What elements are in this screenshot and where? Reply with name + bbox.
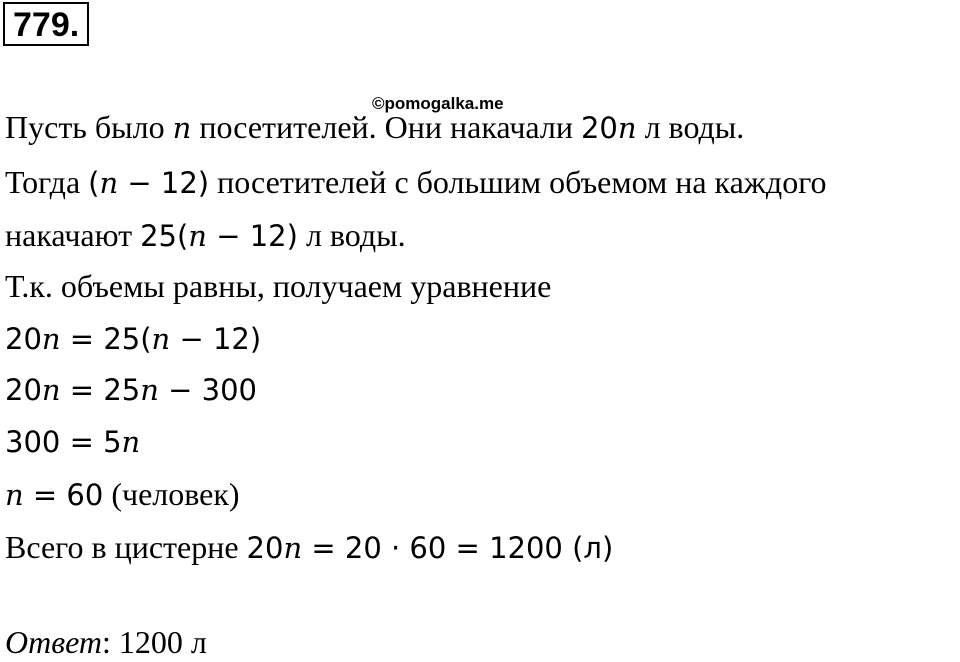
total-line [5, 527, 613, 568]
text-line-3 [5, 215, 406, 256]
equation-line-2 [5, 369, 257, 410]
eq-2-var-n: n [41, 373, 61, 407]
line-1-text-c: посетителей. Они накачали [191, 109, 581, 145]
eq-2-part-a: 20 [5, 373, 42, 407]
eq-4-part-b: = 60 [23, 478, 104, 512]
eq-1-var-n2: n [151, 322, 171, 356]
equation-line-4 [5, 474, 240, 515]
problem-number: 779. [3, 2, 89, 46]
equation-line-3 [5, 421, 140, 462]
text-line-1 [5, 107, 744, 148]
line-2-expr: − 12) [118, 166, 210, 200]
line-1-var-n2: n [617, 111, 637, 145]
line-2-text-e: посетителей с большим объемом на каждого [209, 164, 827, 200]
answer-separator: : [102, 624, 119, 660]
eq-1-part-a: 20 [5, 322, 42, 356]
eq-2-part-c: = 25 [60, 373, 141, 407]
eq-3-part-a: 300 = 5 [5, 425, 122, 459]
eq-1-part-c: = 25( [60, 322, 152, 356]
line-1-var-n: n [172, 111, 192, 145]
text-line-2 [5, 162, 827, 203]
line-3-expr-b: − 12) [206, 219, 298, 253]
total-unit: (л) [562, 531, 614, 565]
line-2-var-n: n [99, 166, 119, 200]
line-1-text-a: Пусть было [5, 109, 173, 145]
line-3-expr-a: 25( [140, 219, 189, 253]
eq-4-unit: (человек) [103, 476, 240, 512]
eq-2-part-e: − 300 [158, 373, 258, 407]
watermark: ©pomogalka.me [372, 94, 504, 113]
line-3-text-a: накачают [5, 217, 141, 253]
line-1-text-f: л воды. [636, 109, 745, 145]
eq-1-var-n: n [41, 322, 61, 356]
line-3-text-e: л воды. [297, 217, 406, 253]
line-4-text: Т.к. объемы равны, получаем уравнение [5, 268, 552, 304]
line-1-num: 20 [580, 111, 618, 145]
total-var-n: n [283, 531, 303, 565]
total-expr-a: 20 [246, 531, 284, 565]
total-text: Всего в цистерне [5, 529, 247, 565]
answer-line [5, 622, 207, 662]
eq-2-var-n2: n [140, 373, 159, 407]
answer-label: Ответ [5, 624, 102, 660]
equation-line-1 [5, 318, 261, 359]
eq-4-var-n: n [5, 478, 24, 512]
line-2-paren: ( [88, 166, 100, 200]
total-expr-b: = 20 · 60 = 1200 [302, 531, 563, 565]
eq-3-var-n: n [121, 425, 141, 459]
line-2-text-a: Тогда [5, 164, 89, 200]
line-3-var-n: n [188, 219, 207, 253]
text-line-4 [5, 266, 551, 306]
answer-value: 1200 л [118, 624, 207, 660]
eq-1-part-e: − 12) [170, 322, 262, 356]
